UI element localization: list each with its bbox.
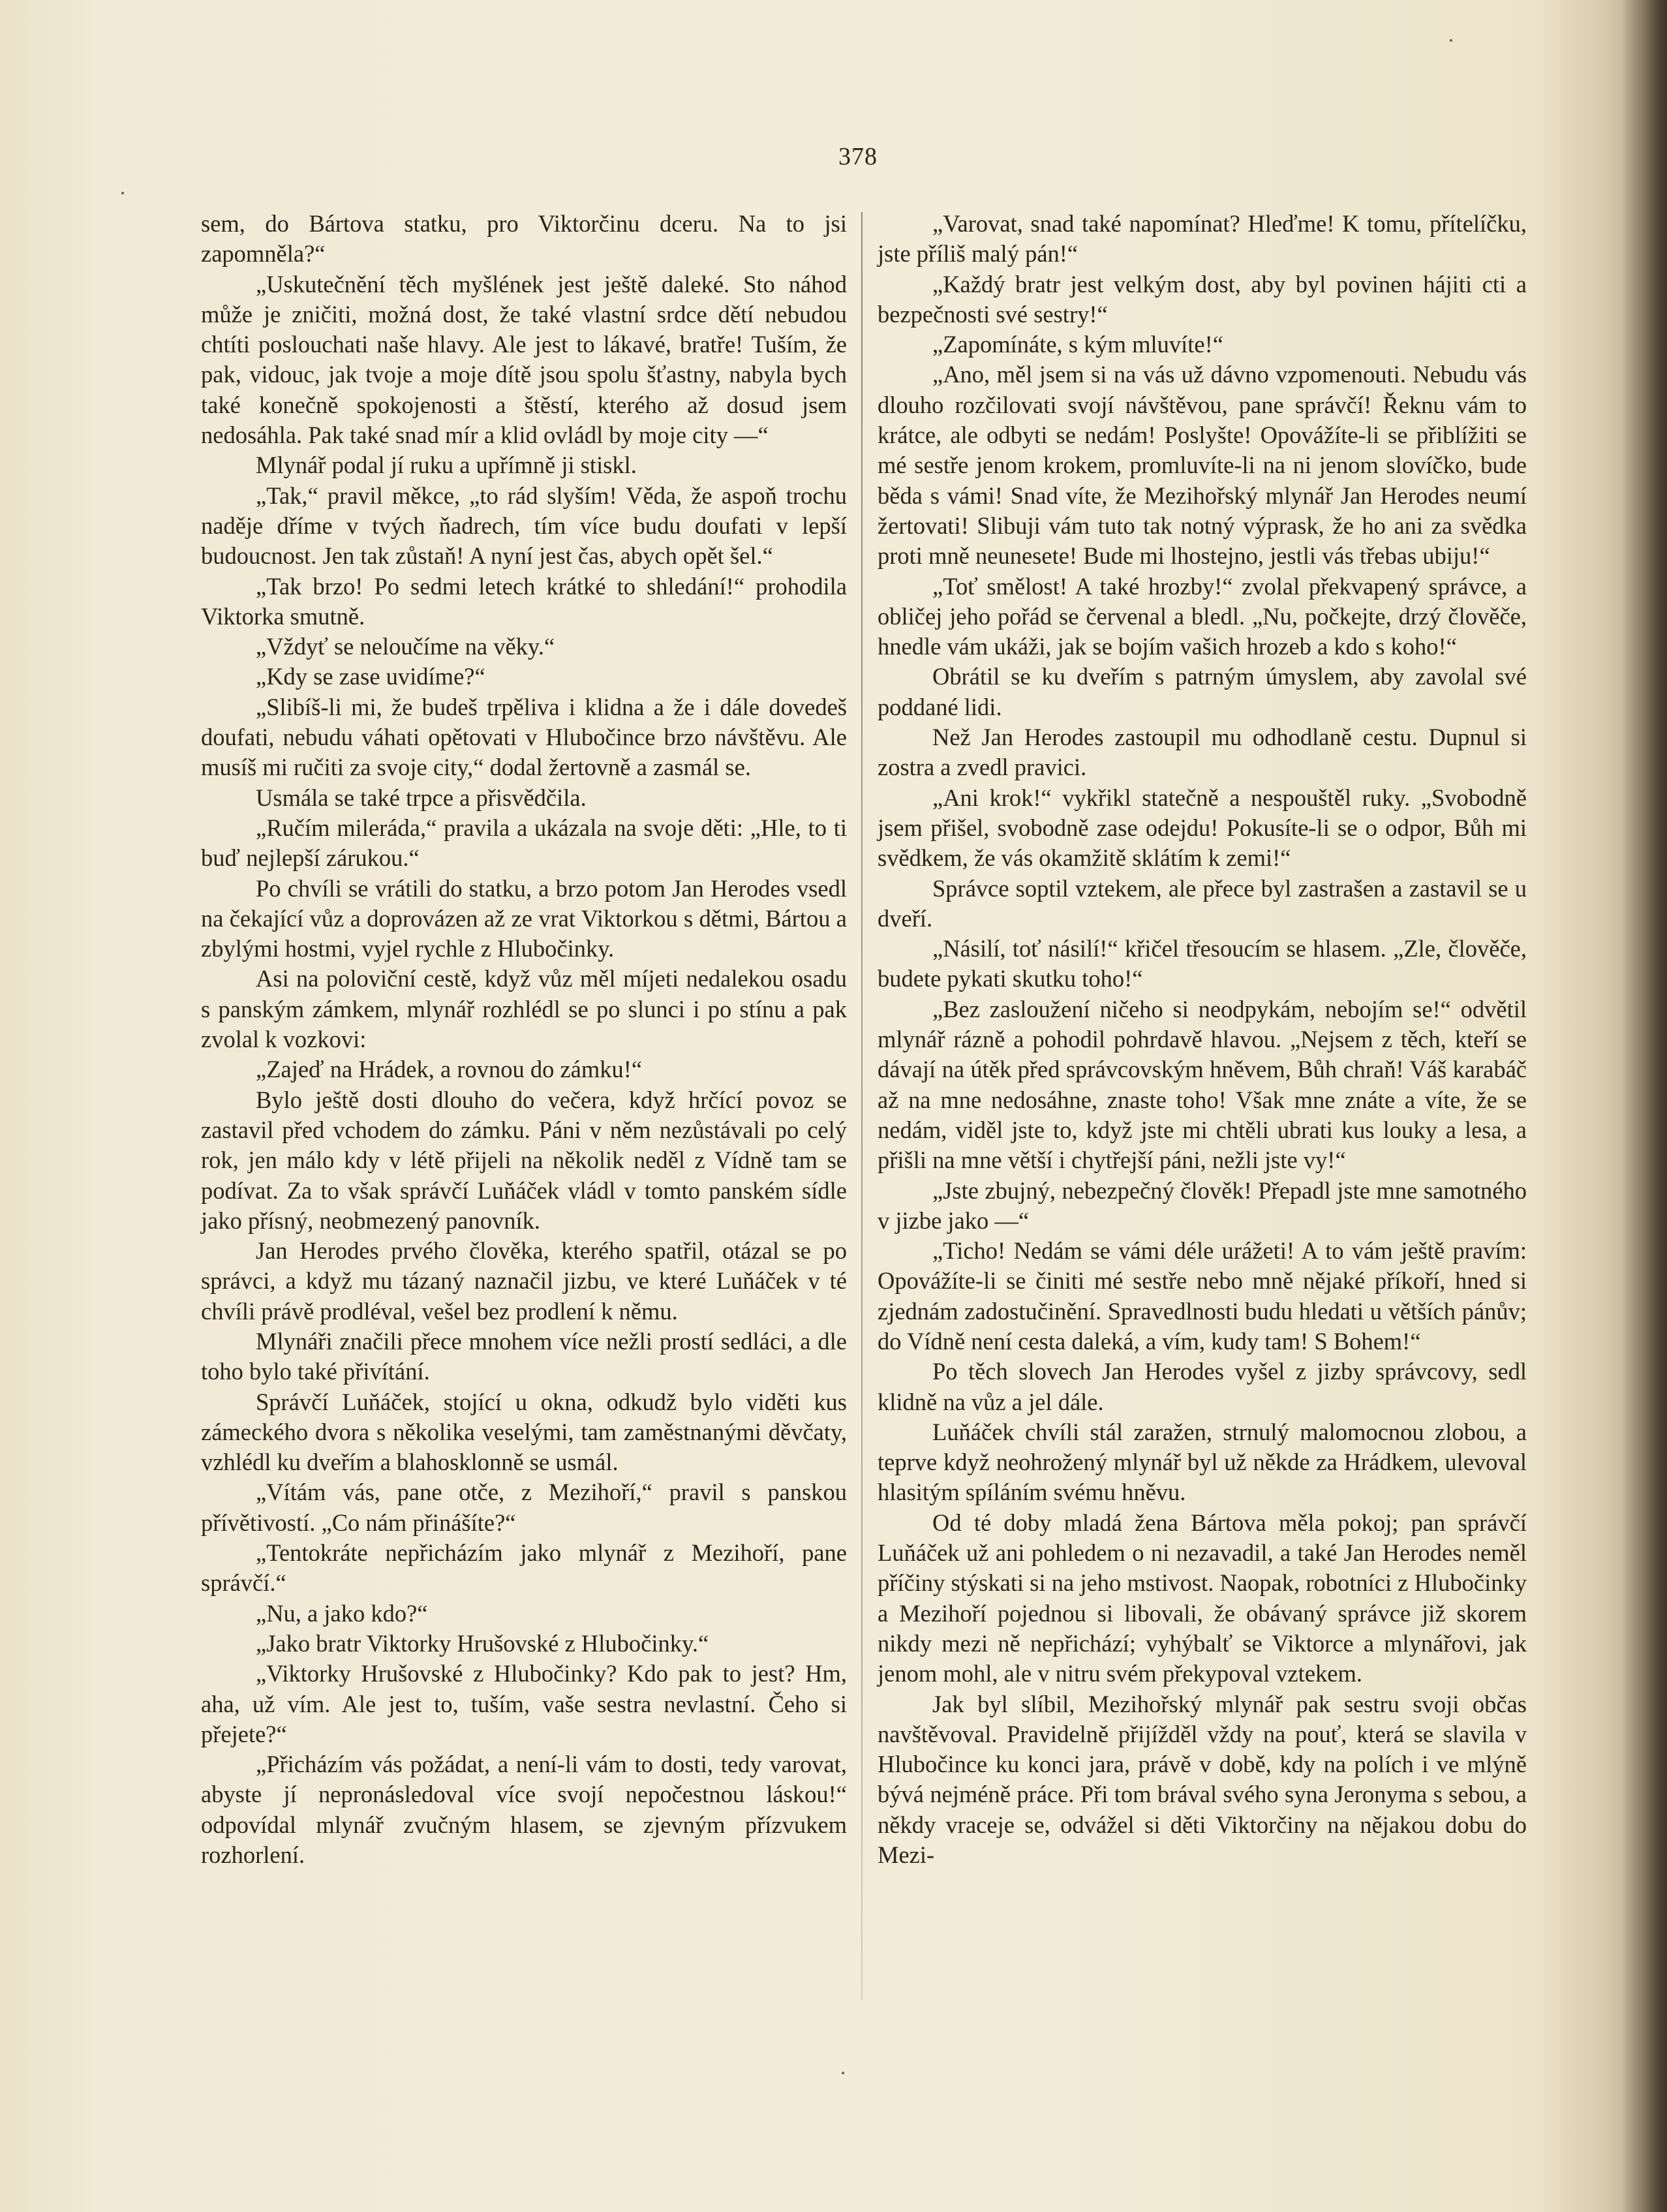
- left-column-paragraph: „Kdy se zase uvidíme?“: [256, 663, 485, 690]
- left-column-paragraph: Po chvíli se vrátili do statku, a brzo potom Jan Herodes vsedl na čekající vůz a doprovázen až ze vrat Viktorkou s dětmi, Bártou a zbylými hostmi, vyjel rychle z Hlubočinky.: [201, 874, 847, 962]
- left-text-column: [201, 209, 847, 1870]
- stray-mark: [842, 2072, 844, 2074]
- stray-mark: [1450, 39, 1452, 42]
- right-column-paragraph: „Ticho! Nedám se vámi déle urážeti! A to vám ještě pravím: Opovážíte-li se činiti mé sestře nebo mně nějaké příkoří, hned si zjednám zadostučinění. Spravedlnosti budu hledati u větších pánův; do Vídně není cesta daleká, a vím, kudy tam! S Bohem!“: [878, 1237, 1527, 1355]
- left-column-paragraph: „Vítám vás, pane otče, z Mezihoří,“ pravil s panskou přívětivostí. „Co nám přinášíte?“: [201, 1479, 847, 1536]
- left-column-paragraph: „Nu, a jako kdo?“: [256, 1599, 428, 1627]
- left-column-paragraph: Jan Herodes prvého člověka, kterého spatřil, otázal se po správci, a když mu tázaný naznačil jizbu, ve které Luňáček v té chvíli právě prodléval, vešel bez prodlení k němu.: [201, 1237, 847, 1325]
- right-text-column: [878, 209, 1527, 1870]
- left-column-paragraph: „Uskutečnění těch myšlének jest ještě daleké. Sto náhod může je zničiti, možná dost, že také vlastní srdce dětí nebudou chtíti poslouchati naše hlavy. Ale jest to lákavé, bratře! Tuším, že pak, vidouc, jak tvoje a moje dítě jsou spolu šťastny, nabyla bych také konečně spokojenosti a štěstí, kterého až dosud jsem nedosáhla. Pak také snad mír a klid ovládl by moje city —“: [201, 270, 847, 449]
- right-column-paragraph: Luňáček chvíli stál zaražen, strnulý malomocnou zlobou, a teprve když neohrožený mlynář byl už někde za Hrádkem, ulevoval hlasitým spíláním svému hněvu.: [878, 1418, 1527, 1506]
- left-column-paragraph: „Viktorky Hrušovské z Hlubočinky? Kdo pak to jest? Hm, aha, už vím. Ale jest to, tuším, vaše sestra nevlastní. Čeho si přejete?“: [201, 1660, 847, 1747]
- right-column-paragraph: „Násilí, toť násilí!“ křičel třesoucím se hlasem. „Zle, člověče, budete pykati skutku toho!“: [878, 935, 1527, 992]
- left-column-paragraph: Asi na poloviční cestě, když vůz měl míjeti nedalekou osadu s panským zámkem, mlynář rozhlédl se po slunci i po stínu a pak zvolal k vozkovi:: [201, 965, 847, 1053]
- right-column-paragraph: Po těch slovech Jan Herodes vyšel z jizby správcovy, sedl klidně na vůz a jel dále.: [878, 1358, 1527, 1415]
- left-column-paragraph: „Jako bratr Viktorky Hrušovské z Hlubočinky.“: [256, 1629, 709, 1657]
- left-column-paragraph: „Slibíš-li mi, že budeš trpěliva i klidna a že i dále dovedeš doufati, nebudu váhati opětovati v Hlubočince brzo návštěvu. Ale musíš mi ručiti za svoje city,“ dodal žertovně a zasmál se.: [201, 693, 847, 781]
- left-column-paragraph: „Vždyť se neloučíme na věky.“: [256, 633, 555, 660]
- left-column-paragraph: „Zajeď na Hrádek, a rovnou do zámku!“: [256, 1056, 643, 1083]
- stray-mark: [121, 192, 124, 194]
- left-column-paragraph: sem, do Bártova statku, pro Viktorčinu dceru. Na to jsi zapomněla?“: [201, 210, 847, 268]
- right-column-paragraph: Od té doby mladá žena Bártova měla pokoj; pan správčí Luňáček už ani pohledem o ni nezavadil, a také Jan Herodes neměl příčiny stýskati si na jeho mstivost. Naopak, robotníci z Hlubočinky a Mezihoří pojednou si libovali, že obávaný správce již skorem nikdy mezi ně nepřichází; vyhýbalť se Viktorce a mlynářovi, jak jenom mohl, ale v nitru svém překypoval vztekem.: [878, 1509, 1527, 1687]
- right-column-paragraph: „Zapomínáte, s kým mluvíte!“: [932, 331, 1223, 358]
- right-column-paragraph: Správce soptil vztekem, ale přece byl zastrašen a zastavil se u dveří.: [878, 874, 1527, 932]
- left-column-paragraph: „Přicházím vás požádat, a není-li vám to dosti, tedy varovat, abyste jí nepronásledoval více svojí nepočestnou láskou!“ odpovídal mlynář zvučným hlasem, se zjevným přízvukem rozhorlení.: [201, 1751, 847, 1869]
- right-column-paragraph: „Ano, měl jsem si na vás už dávno vzpomenouti. Nebudu vás dlouho rozčilovati svojí návštěvou, pane správčí! Řeknu vám to krátce, ale odbyti se nedám! Poslyšte! Opovážíte-li se přiblížiti se mé sestře jenom krokem, promluvíte-li na ni jenom slovíčko, bude běda s vámi! Snad víte, že Mezihořský mlynář Jan Herodes neumí žertovati! Slibuji vám tuto tak notný výprask, že ho ani za svědka proti mně neunesete! Bude mi lhostejno, jestli vás třebas ubiju!“: [878, 361, 1527, 570]
- left-column-paragraph: Správčí Luňáček, stojící u okna, odkudž bylo viděti kus zámeckého dvora s několika veselými, tam zaměstnanými děvčaty, vzhlédl ku dveřím a blahosklonně se usmál.: [201, 1388, 847, 1476]
- right-column-paragraph: Obrátil se ku dveřím s patrným úmyslem, aby zavolal své poddané lidi.: [878, 663, 1527, 720]
- left-column-paragraph: Mlynáři značili přece mnohem více nežli prostí sedláci, a dle toho bylo také přivítání.: [201, 1327, 847, 1385]
- right-column-paragraph: Jak byl slíbil, Mezihořský mlynář pak sestru svoji občas navštěvoval. Pravidelně přijížděl vždy na pouť, která se slavila v Hlubočince ku konci jara, právě v době, kdy na polích i ve mlýně bývá nejméně práce. Při tom brával svého syna Jeronyma s sebou, a někdy vraceje se, odvážel si děti Viktorčiny na nějakou dobu do Mezi-: [878, 1690, 1527, 1869]
- left-column-paragraph: „Tak brzo! Po sedmi letech krátké to shledání!“ prohodila Viktorka smutně.: [201, 572, 847, 630]
- book-spine-shadow: [1621, 0, 1667, 2212]
- left-column-paragraph: „Tentokráte nepřicházím jako mlynář z Mezihoří, pane správčí.“: [201, 1539, 847, 1597]
- right-column-paragraph: „Ani krok!“ vykřikl statečně a nespouštěl ruky. „Svobodně jsem přišel, svobodně zase odejdu! Pokusíte-li se o odpor, Bůh mi svědkem, že vás okamžitě sklátím k zemi!“: [878, 784, 1527, 872]
- right-column-paragraph: „Každý bratr jest velkým dost, aby byl povinen hájiti cti a bezpečnosti své sestry!“: [878, 270, 1527, 328]
- left-column-paragraph: „Tak,“ pravil měkce, „to rád slyším! Věda, že aspoň trochu naděje dříme v tvých ňadrech, tím více budu doufati v lepší budoucnost. Jen tak zůstaň! A nyní jest čas, abych opět šel.“: [201, 482, 847, 570]
- right-column-paragraph: „Toť smělost! A také hrozby!“ zvolal překvapený správce, a obličej jeho pořád se červenal a bledl. „Nu, počkejte, drzý člověče, hnedle vám ukáži, jak se bojím vašich hrozeb a kdo s koho!“: [878, 572, 1527, 660]
- right-column-paragraph: „Jste zbujný, nebezpečný člověk! Přepadl jste mne samotného v jizbe jako —“: [878, 1176, 1527, 1234]
- column-divider: [861, 212, 863, 2000]
- right-column-paragraph: „Bez zasloužení ničeho si neodpykám, nebojím se!“ odvětil mlynář rázně a pohodil pohrdavě hlavou. „Nejsem z těch, kteří se dávají na útěk před správcovským hněvem, Bůh chraň! Váš karabáč až na mne nedosáhne, znaste toho! Však mne znáte a víte, že se nedám, viděl jste to, když jste mi chtěli ubrati kus louky a lesa, a přišli na mne větší i chytřejší páni, nežli jste vy!“: [878, 995, 1527, 1174]
- left-column-paragraph: „Ručím mileráda,“ pravila a ukázala na svoje děti: „Hle, to ti buď nejlepší zárukou.“: [201, 814, 847, 872]
- page-number: 378: [838, 143, 878, 170]
- left-column-paragraph: Bylo ještě dosti dlouho do večera, když hrčící povoz se zastavil před vchodem do zámku. Páni v něm nezůstávali po celý rok, jen málo kdy v létě přijeli na několik neděl z Vídně tam se podívat. Za to však správčí Luňáček vládl v tomto panském sídle jako přísný, neobmezený panovník.: [201, 1086, 847, 1234]
- right-column-paragraph: Než Jan Herodes zastoupil mu odhodlaně cestu. Dupnul si zostra a zvedl pravici.: [878, 724, 1527, 781]
- right-column-paragraph: „Varovat, snad také napomínat? Hleďme! K tomu, přítelíčku, jste příliš malý pán!“: [878, 210, 1527, 268]
- left-column-paragraph: Usmála se také trpce a přisvědčila.: [256, 784, 587, 811]
- left-column-paragraph: Mlynář podal jí ruku a upřímně ji stiskl.: [256, 452, 637, 479]
